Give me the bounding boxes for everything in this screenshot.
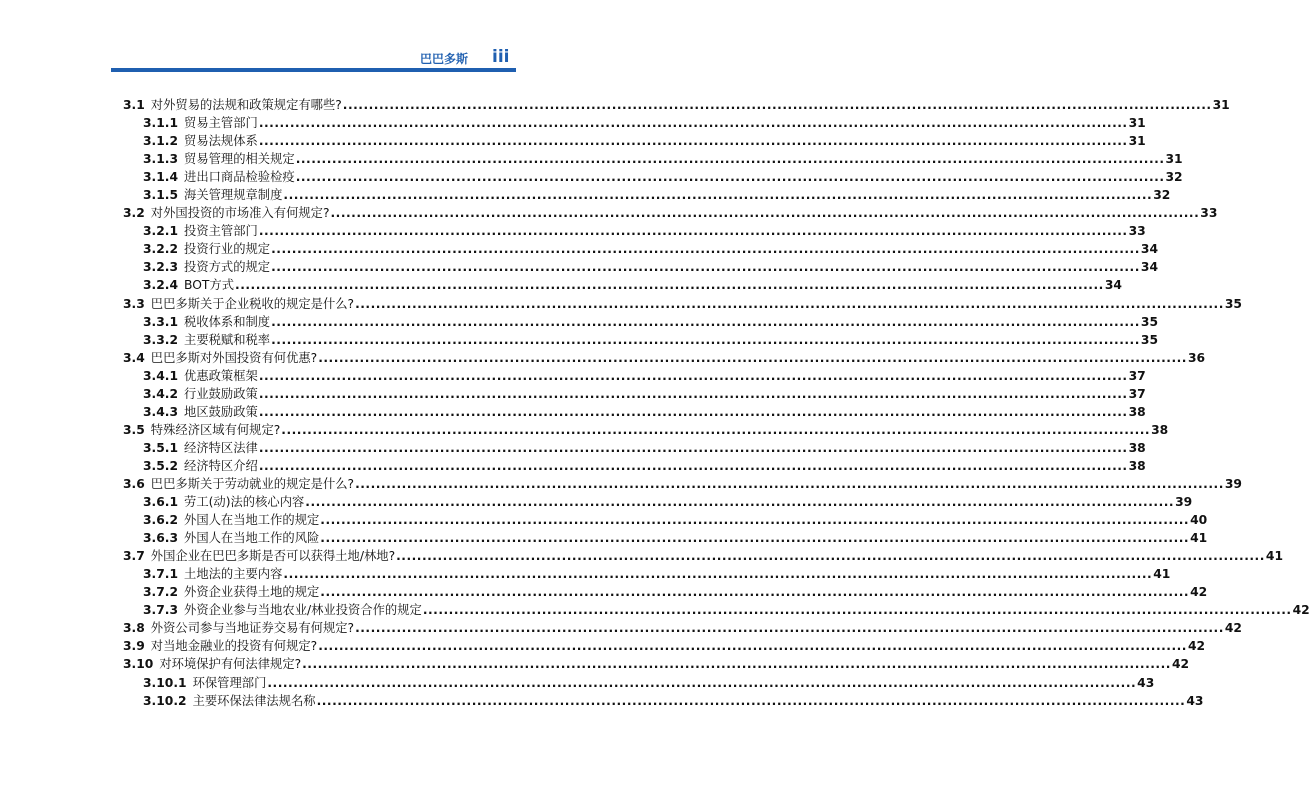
toc-entry-title: 进出口商品检验检疫 bbox=[184, 170, 295, 185]
toc-dot-leader bbox=[318, 637, 1187, 655]
toc-entry-page: 33 bbox=[1200, 206, 1218, 221]
toc-dot-leader bbox=[259, 114, 1128, 132]
toc-entry[interactable] bbox=[123, 168, 1183, 186]
toc-entry[interactable] bbox=[123, 258, 1159, 276]
toc-entry-page: 38 bbox=[1128, 404, 1146, 419]
toc-entry-page: 42 bbox=[1292, 603, 1310, 618]
toc-dot-leader bbox=[355, 475, 1224, 493]
toc-entry-number: 3.6.1 bbox=[143, 495, 179, 510]
toc-entry-title: 特殊经济区域有何规定? bbox=[150, 422, 281, 437]
toc-entry-page: 32 bbox=[1165, 170, 1183, 185]
toc-entry-number: 3.1.1 bbox=[143, 116, 179, 131]
toc-entry[interactable] bbox=[123, 692, 1204, 710]
toc-entry[interactable] bbox=[123, 601, 1310, 619]
toc-entry-page: 33 bbox=[1128, 224, 1146, 239]
toc-dot-leader bbox=[320, 529, 1189, 547]
toc-dot-leader bbox=[259, 403, 1128, 421]
toc-entry-page: 43 bbox=[1137, 675, 1155, 690]
toc-dot-leader bbox=[343, 96, 1212, 114]
toc-entry-title: 优惠政策框架 bbox=[184, 368, 258, 383]
toc-entry-page: 31 bbox=[1212, 98, 1230, 112]
toc-dot-leader bbox=[271, 258, 1140, 276]
toc-entry-number: 3.9 bbox=[123, 639, 145, 654]
toc-dot-leader bbox=[355, 295, 1224, 313]
toc-entry-title: 投资方式的规定 bbox=[184, 260, 271, 275]
toc-entry-page: 34 bbox=[1104, 278, 1122, 293]
toc-entry-title: 投资行业的规定 bbox=[184, 242, 271, 257]
toc-entry-title: 外国人在当地工作的规定 bbox=[184, 513, 320, 528]
toc-entry-title: 行业鼓励政策 bbox=[184, 386, 258, 401]
toc-dot-leader bbox=[271, 313, 1140, 331]
toc-entry[interactable] bbox=[123, 114, 1146, 132]
toc-entry-number: 3.5.2 bbox=[143, 458, 179, 473]
toc-entry-title: 巴巴多斯关于企业税收的规定是什么? bbox=[150, 296, 355, 311]
toc-entry[interactable] bbox=[123, 565, 1171, 583]
toc-entry-number: 3.2.4 bbox=[143, 278, 179, 293]
toc-entry[interactable] bbox=[123, 367, 1146, 385]
toc-dot-leader bbox=[396, 547, 1265, 565]
toc-entry-title: 贸易管理的相关规定 bbox=[184, 152, 295, 167]
toc-entry-page: 35 bbox=[1140, 332, 1159, 347]
toc-entry[interactable] bbox=[123, 529, 1208, 547]
toc-entry[interactable] bbox=[123, 619, 1242, 637]
toc-entry[interactable] bbox=[123, 674, 1155, 692]
toc-entry-number: 3.4 bbox=[123, 350, 145, 365]
toc-dot-leader bbox=[296, 168, 1165, 186]
toc-entry-number: 3.4.3 bbox=[143, 404, 179, 419]
toc-entry-title: 外国企业在巴巴多斯是否可以获得土地/林地? bbox=[150, 549, 396, 564]
toc-entry[interactable] bbox=[123, 637, 1206, 655]
toc-entry-title: 主要税赋和税率 bbox=[184, 332, 271, 347]
toc-entry[interactable] bbox=[123, 511, 1208, 529]
toc-dot-leader bbox=[267, 674, 1136, 692]
toc-entry-page: 41 bbox=[1265, 549, 1284, 564]
toc-entry-page: 41 bbox=[1153, 567, 1171, 582]
toc-entry-page: 42 bbox=[1187, 639, 1206, 654]
toc-entry[interactable] bbox=[123, 439, 1146, 457]
toc-entry[interactable] bbox=[123, 457, 1146, 475]
toc-dot-leader bbox=[318, 349, 1187, 367]
toc-entry-page: 31 bbox=[1128, 134, 1146, 149]
toc-entry-number: 3.6 bbox=[123, 476, 145, 491]
toc-entry[interactable] bbox=[123, 331, 1159, 349]
toc-entry-title: 外资企业获得土地的规定 bbox=[184, 585, 320, 600]
toc-dot-leader bbox=[259, 457, 1128, 475]
toc-entry-title: 对外贸易的法规和政策规定有哪些? bbox=[150, 98, 342, 112]
toc-entry-page: 35 bbox=[1224, 296, 1242, 311]
page-number: iii bbox=[492, 47, 510, 67]
toc-dot-leader bbox=[317, 692, 1186, 710]
toc-entry-title: 经济特区法律 bbox=[184, 440, 258, 455]
toc-entry-title: 巴巴多斯关于劳动就业的规定是什么? bbox=[150, 476, 355, 491]
toc-dot-leader bbox=[320, 583, 1189, 601]
toc-entry-page: 43 bbox=[1186, 693, 1204, 708]
toc-entry-page: 38 bbox=[1128, 458, 1146, 473]
toc-entry-page: 38 bbox=[1151, 422, 1169, 437]
toc-entry-title: 外资公司参与当地证券交易有何规定? bbox=[150, 621, 355, 636]
toc-entry-page: 32 bbox=[1153, 188, 1171, 203]
toc-entry-title: 海关管理规章制度 bbox=[184, 188, 283, 203]
toc-entry-number: 3.2.1 bbox=[143, 224, 179, 239]
toc-entry[interactable] bbox=[123, 385, 1146, 403]
toc-entry[interactable] bbox=[123, 475, 1242, 493]
toc-entry-number: 3.4.1 bbox=[143, 368, 179, 383]
toc-dot-leader bbox=[259, 439, 1128, 457]
toc-entry-page: 42 bbox=[1224, 621, 1242, 636]
toc-dot-leader bbox=[235, 276, 1104, 294]
toc-entry[interactable] bbox=[123, 547, 1284, 565]
toc-entry[interactable] bbox=[123, 493, 1193, 511]
toc-dot-leader bbox=[283, 565, 1152, 583]
toc-entry-title: 税收体系和制度 bbox=[184, 314, 271, 329]
toc-entry-title: 投资主管部门 bbox=[184, 224, 258, 239]
toc-entry[interactable] bbox=[123, 421, 1169, 439]
toc-entry[interactable] bbox=[123, 222, 1146, 240]
toc-entry-number: 3.10.2 bbox=[143, 693, 187, 708]
toc-entry-number: 3.2.2 bbox=[143, 242, 179, 257]
toc-entry-number: 3.7.2 bbox=[143, 585, 179, 600]
header-rule bbox=[111, 68, 516, 72]
toc-entry[interactable] bbox=[123, 349, 1206, 367]
toc-entry[interactable] bbox=[123, 240, 1159, 258]
toc-entry-number: 3.1.5 bbox=[143, 188, 179, 203]
toc-entry[interactable] bbox=[123, 276, 1122, 294]
toc-entry-number: 3.6.3 bbox=[143, 531, 179, 546]
toc-entry-title: 地区鼓励政策 bbox=[184, 404, 258, 419]
toc-entry-number: 3.1.2 bbox=[143, 134, 179, 149]
toc-entry[interactable] bbox=[123, 204, 1218, 222]
toc-dot-leader bbox=[259, 222, 1128, 240]
toc-entry-title: 对环境保护有何法律规定? bbox=[159, 657, 302, 672]
toc-dot-leader bbox=[355, 619, 1224, 637]
toc-dot-leader bbox=[271, 331, 1140, 349]
toc-dot-leader bbox=[296, 150, 1165, 168]
toc-entry-title: 外国人在当地工作的风险 bbox=[184, 531, 320, 546]
toc-entry-number: 3.3.1 bbox=[143, 314, 179, 329]
toc-entry-number: 3.4.2 bbox=[143, 386, 179, 401]
running-head-title: 巴巴多斯 bbox=[419, 52, 468, 66]
toc-entry-title: 劳工(动)法的核心内容 bbox=[184, 495, 305, 510]
toc-entry[interactable] bbox=[123, 186, 1171, 204]
toc-entry-number: 3.1.4 bbox=[143, 170, 179, 185]
toc-entry[interactable] bbox=[123, 403, 1146, 421]
toc-dot-leader bbox=[259, 367, 1128, 385]
toc-entry-number: 3.3 bbox=[123, 296, 145, 311]
toc-entry-page: 31 bbox=[1128, 116, 1146, 131]
toc-entry[interactable] bbox=[123, 295, 1242, 313]
toc-entry[interactable] bbox=[123, 313, 1159, 331]
toc-entry-title: 贸易主管部门 bbox=[184, 116, 258, 131]
toc-entry-page: 41 bbox=[1190, 531, 1208, 546]
toc-entry-title: 外资企业参与当地农业/林业投资合作的规定 bbox=[184, 603, 422, 618]
toc-entry-number: 3.3.2 bbox=[143, 332, 179, 347]
toc-dot-leader bbox=[259, 385, 1128, 403]
toc-entry-page: 37 bbox=[1128, 386, 1146, 401]
toc-entry[interactable] bbox=[123, 150, 1183, 168]
toc-entry-page: 34 bbox=[1140, 242, 1159, 257]
toc-dot-leader bbox=[305, 493, 1174, 511]
toc-entry-page: 37 bbox=[1128, 368, 1146, 383]
toc-entry-page: 31 bbox=[1165, 152, 1183, 167]
toc-entry-number: 3.5 bbox=[123, 422, 145, 437]
toc-entry-page: 34 bbox=[1140, 260, 1159, 275]
toc-entry-number: 3.8 bbox=[123, 621, 145, 636]
toc-entry-number: 3.5.1 bbox=[143, 440, 179, 455]
toc-entry-title: 经济特区介绍 bbox=[184, 458, 258, 473]
toc-entry-number: 3.7.1 bbox=[143, 567, 179, 582]
toc-dot-leader bbox=[302, 655, 1171, 673]
toc-entry-title: 环保管理部门 bbox=[192, 675, 267, 690]
toc-entry-number: 3.1.3 bbox=[143, 152, 179, 167]
toc-entry[interactable] bbox=[123, 655, 1190, 673]
toc-entry-number: 3.10.1 bbox=[143, 675, 187, 690]
toc-entry-number: 3.7.3 bbox=[143, 603, 179, 618]
toc-entry-page: 39 bbox=[1175, 495, 1193, 510]
toc-entry[interactable] bbox=[123, 96, 1230, 114]
toc-entry-number: 3.10 bbox=[123, 657, 154, 672]
toc-entry-title: 巴巴多斯对外国投资有何优惠? bbox=[150, 350, 318, 365]
toc-entry[interactable] bbox=[123, 132, 1146, 150]
toc-entry-title: 对外国投资的市场准入有何规定? bbox=[150, 206, 330, 221]
toc-dot-leader bbox=[330, 204, 1199, 222]
table-of-contents bbox=[123, 96, 1310, 710]
toc-dot-leader bbox=[283, 186, 1152, 204]
toc-entry-number: 3.7 bbox=[123, 549, 145, 564]
toc-entry[interactable] bbox=[123, 583, 1208, 601]
toc-entry-title: 主要环保法律法规名称 bbox=[192, 693, 316, 708]
toc-dot-leader bbox=[320, 511, 1189, 529]
toc-entry-number: 3.1 bbox=[123, 98, 145, 112]
toc-entry-page: 35 bbox=[1140, 314, 1159, 329]
toc-entry-page: 38 bbox=[1128, 440, 1146, 455]
toc-entry-title: 对当地金融业的投资有何规定? bbox=[150, 639, 318, 654]
toc-entry-number: 3.6.2 bbox=[143, 513, 179, 528]
toc-dot-leader bbox=[281, 421, 1150, 439]
toc-entry-page: 42 bbox=[1190, 585, 1208, 600]
toc-entry-page: 39 bbox=[1224, 476, 1242, 491]
toc-entry-number: 3.2 bbox=[123, 206, 145, 221]
toc-entry-title: BOT方式 bbox=[184, 278, 235, 293]
toc-entry-title: 贸易法规体系 bbox=[184, 134, 258, 149]
toc-dot-leader bbox=[259, 132, 1128, 150]
toc-entry-number: 3.2.3 bbox=[143, 260, 179, 275]
toc-entry-page: 36 bbox=[1187, 350, 1206, 365]
toc-entry-page: 42 bbox=[1171, 657, 1190, 672]
toc-dot-leader bbox=[271, 240, 1140, 258]
toc-dot-leader bbox=[423, 601, 1292, 619]
toc-entry-page: 40 bbox=[1190, 513, 1208, 528]
toc-entry-title: 土地法的主要内容 bbox=[184, 567, 283, 582]
